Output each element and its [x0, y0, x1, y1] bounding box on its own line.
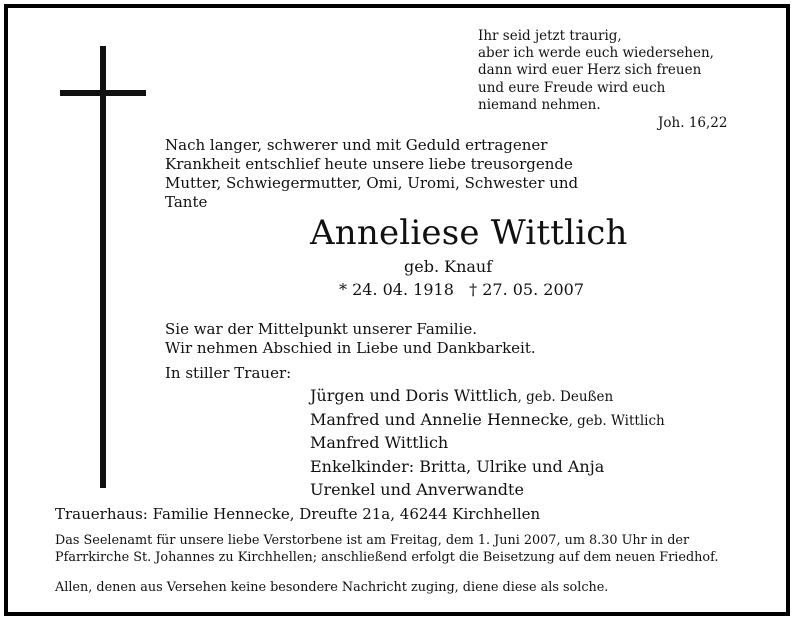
service-line: Pfarrkirche St. Johannes zu Kirchhellen; anschließend erfolgt die Beisetzung auf dem neuen Friedhof. [55, 550, 719, 565]
mourner-name: Enkelkinder: Britta, Ulrike und Anja [310, 456, 605, 476]
mourner-name: Manfred und Annelie Hennecke [310, 409, 569, 429]
deceased-name: Anneliese Wittlich [310, 213, 628, 253]
house-of-mourning: Trauerhaus: Familie Hennecke, Dreufte 21a, 46244 Kirchhellen [55, 505, 541, 523]
quote-line: und eure Freude wird euch [478, 79, 666, 96]
life-dates: * 24. 04. 1918 † 27. 05. 2007 [339, 280, 584, 299]
mourner-name: Urenkel und Anverwandte [310, 480, 524, 499]
mourner-nee: , geb. Wittlich [568, 412, 665, 429]
intro-line: Nach langer, schwerer und mit Geduld ertragener [165, 136, 548, 154]
quote-line: aber ich werde euch wiedersehen, [478, 45, 714, 62]
obituary-notice [4, 4, 790, 616]
service-line: Das Seelenamt für unsere liebe Verstorbene ist am Freitag, dem 1. Juni 2007, um 8.30 Uhr in der [55, 533, 690, 548]
tribute-text [165, 320, 536, 358]
intro-line: Mutter, Schwiegermutter, Omi, Uromi, Schwester und [165, 174, 579, 192]
quote-source: Joh. 16,22 [658, 115, 728, 131]
tribute-line: Wir nehmen Abschied in Liebe und Dankbarkeit. [165, 339, 536, 357]
mourner-name: Manfred Wittlich [310, 433, 449, 452]
mourning-label: In stiller Trauer: [165, 364, 292, 382]
mourners-list [310, 385, 665, 503]
cross-icon [60, 46, 146, 488]
mourner-name: Jürgen und Doris Wittlich [310, 386, 518, 405]
quote-line: Ihr seid jetzt traurig, [478, 28, 622, 44]
service-details [55, 532, 718, 566]
mourner-entry [310, 409, 665, 433]
closing-note: Allen, denen aus Versehen keine besondere Nachricht zuging, diene diese als solche. [55, 580, 609, 595]
intro-line: Krankheit entschlief heute unsere liebe treusorgende [165, 155, 573, 173]
mourner-entry [310, 456, 665, 480]
quote-line: dann wird euer Herz sich freuen [478, 62, 702, 79]
quote-line: niemand nehmen. [478, 96, 601, 113]
bible-quote [478, 28, 714, 114]
mourner-entry [310, 479, 665, 503]
intro-text [165, 136, 578, 212]
mourner-entry [310, 432, 665, 456]
intro-line: Tante [165, 193, 208, 211]
birth-name: geb. Knauf [404, 257, 493, 276]
tribute-line: Sie war der Mittelpunkt unserer Familie. [165, 320, 478, 338]
mourner-entry [310, 385, 665, 409]
mourner-nee: , geb. Deußen [517, 389, 614, 405]
